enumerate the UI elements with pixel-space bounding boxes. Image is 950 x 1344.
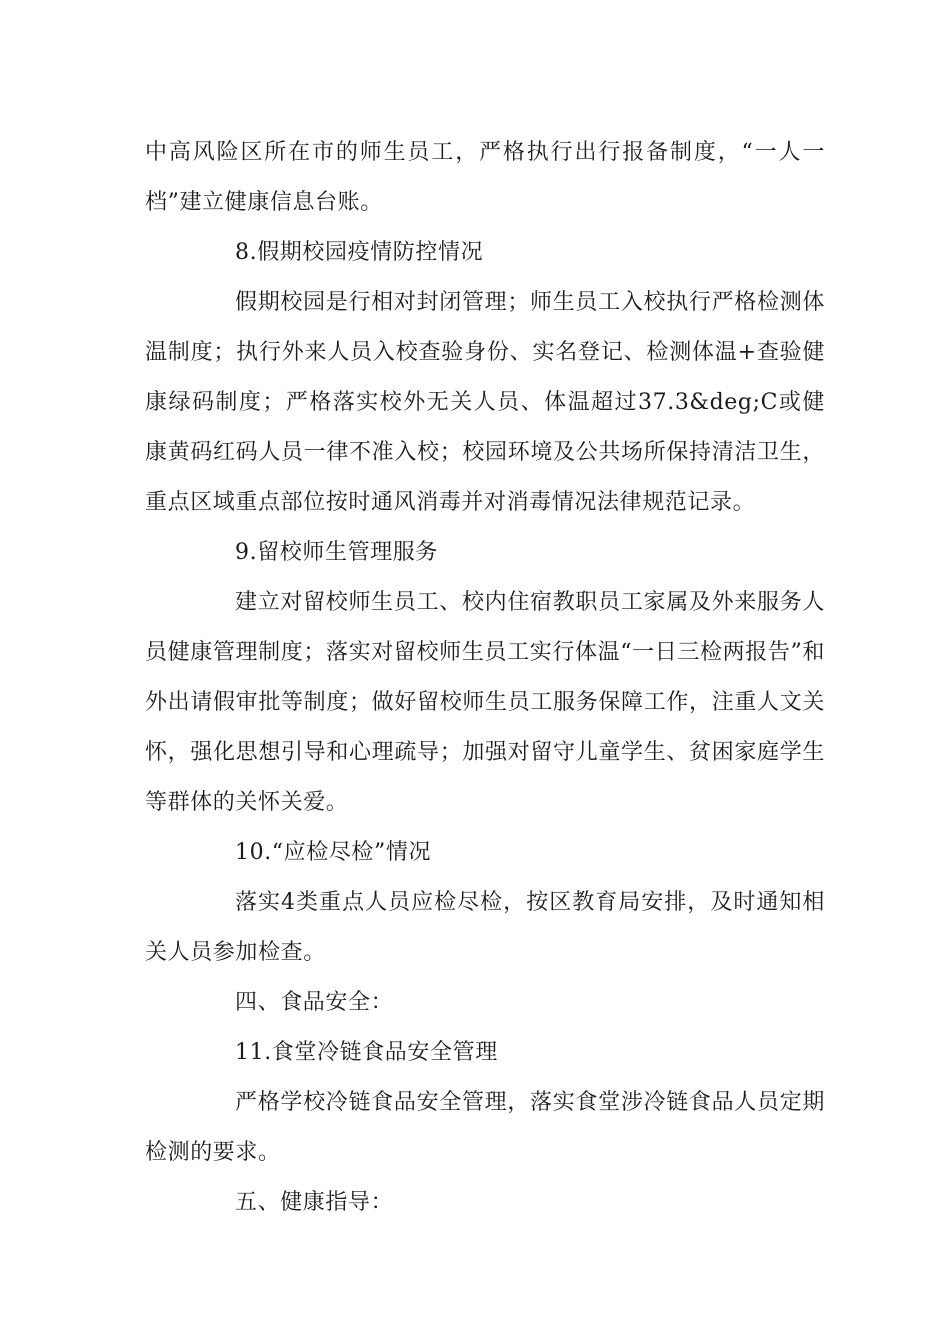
heading-item-9: 9.留校师生管理服务 xyxy=(235,540,438,565)
section-heading-food-safety: 四、食品安全： xyxy=(235,990,394,1015)
heading-item-8: 8.假期校园疫情防控情况 xyxy=(235,240,484,265)
paragraph-item-11: 严格学校冷链食品安全管理，落实食堂涉冷链食品人员定期检测的要求。 xyxy=(145,1090,825,1165)
heading-item-10: 10.“应检尽检”情况 xyxy=(235,840,432,865)
paragraph-item-9: 建立对留校师生员工、校内住宿教职员工家属及外来服务人员健康管理制度；落实对留校师生员工实行体温“一日三检两报告”和外出请假审批等制度；做好留校师生员工服务保障工作，注重人文关怀，强化思想引导和心理疏导；加强对留守儿童学生、贫困家庭学生等群体的关怀关爱。 xyxy=(145,590,825,815)
section-heading-health-guidance: 五、健康指导： xyxy=(235,1190,394,1215)
document-body xyxy=(145,128,825,1228)
heading-item-11: 11.食堂冷链食品安全管理 xyxy=(235,1040,498,1065)
paragraph-continuation: 中高风险区所在市的师生员工，严格执行出行报备制度，“一人一档”建立健康信息台账。 xyxy=(145,140,825,215)
paragraph-item-8: 假期校园是行相对封闭管理；师生员工入校执行严格检测体温制度；执行外来人员入校查验身份、实名登记、检测体温+查验健康绿码制度；严格落实校外无关人员、体温超过37.3&deg;C或健康黄码红码人员一律不准入校；校园环境及公共场所保持清洁卫生，重点区域重点部位按时通风消毒并对消毒情况法律规范记录。 xyxy=(145,290,825,515)
paragraph-item-10: 落实4类重点人员应检尽检，按区教育局安排，及时通知相关人员参加检查。 xyxy=(145,890,825,965)
